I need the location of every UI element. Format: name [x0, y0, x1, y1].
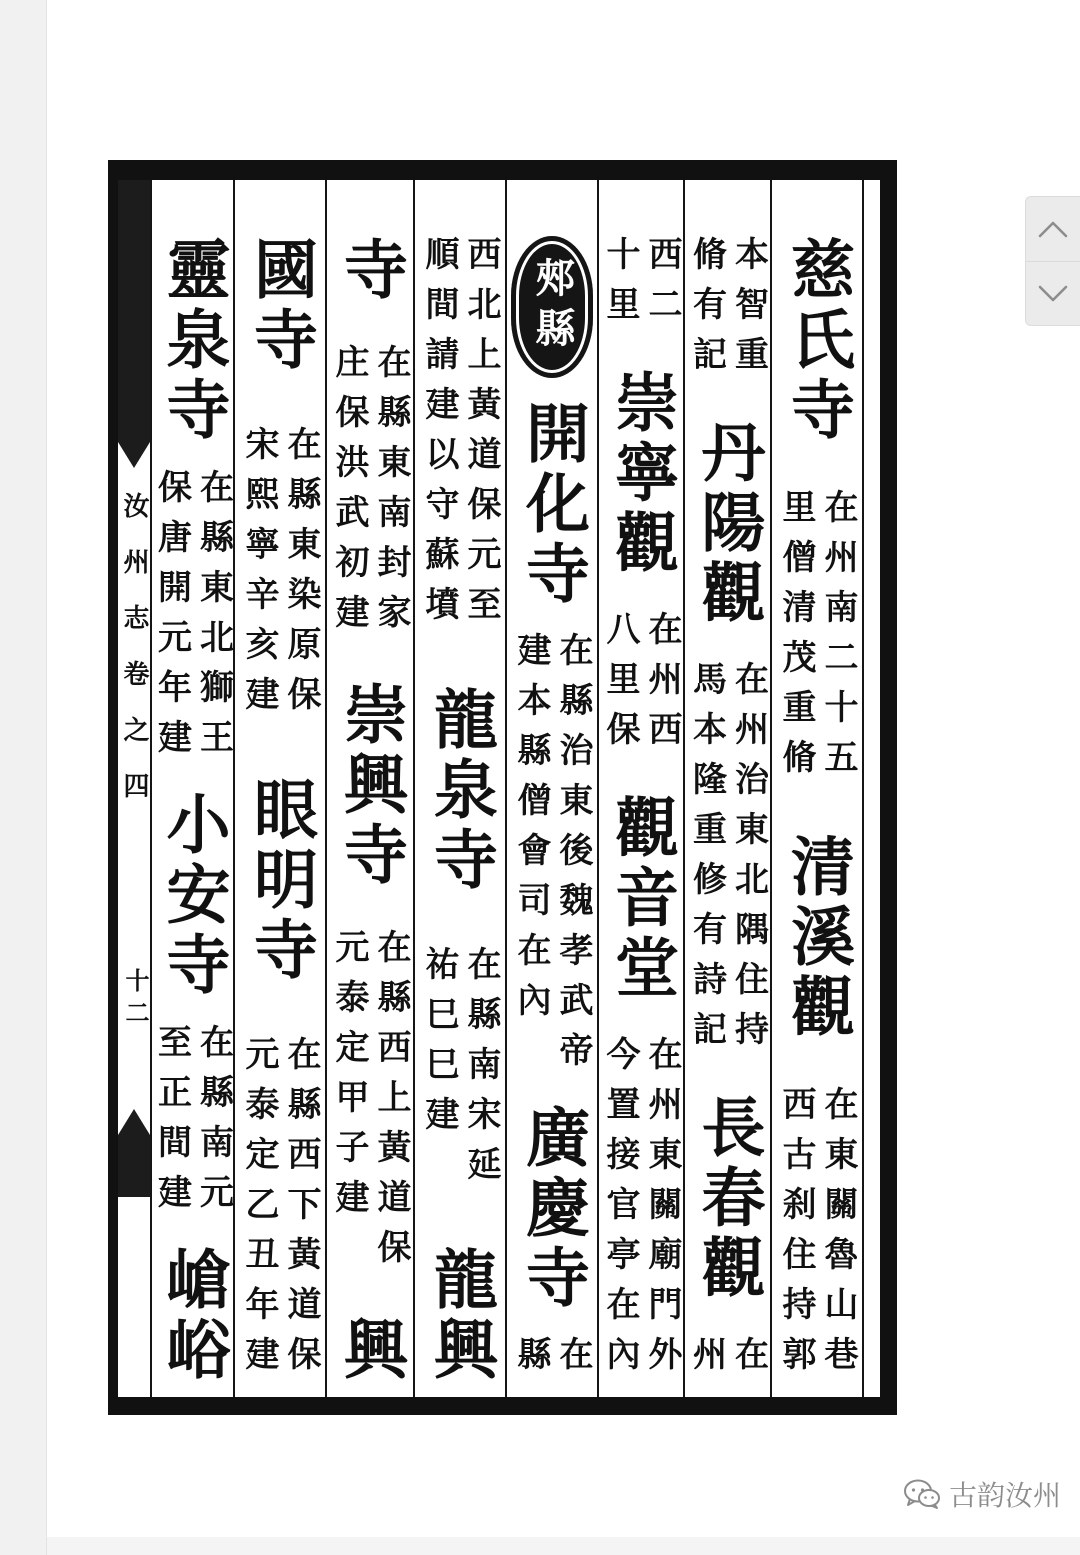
entry-title: 慈氏寺	[780, 236, 855, 446]
annotation-note	[777, 489, 857, 789]
annotation-note	[240, 426, 320, 726]
annotation-line-right: 在	[553, 1336, 593, 1386]
annotation-line-right: 西北上黃道保元至	[461, 236, 501, 636]
page-scroll-controls	[1025, 196, 1080, 326]
annotation-line-right: 本智重	[728, 236, 769, 386]
entry-title: 興	[333, 1316, 408, 1386]
entry-title: 小安寺	[155, 791, 231, 1001]
annotation-line-right: 在縣東南封家	[371, 343, 411, 644]
annotation-line-right: 在縣東北獅王	[193, 468, 234, 769]
entry-title: 清溪觀	[780, 832, 855, 1043]
annotation-note	[512, 1336, 592, 1386]
chevron-up-icon	[1034, 216, 1072, 242]
text-column-3	[599, 236, 683, 1386]
text-column-6	[327, 236, 413, 1386]
annotation-line-left: 祐巳巳建	[419, 946, 459, 1146]
text-column-8	[152, 236, 233, 1386]
annotation-note	[601, 611, 681, 761]
text-column-1	[772, 236, 862, 1386]
viewer-bottom-bar	[47, 1537, 1080, 1555]
annotation-note	[420, 946, 500, 1196]
fold-margin-block	[118, 1135, 150, 1197]
entry-title: 丹陽觀	[690, 418, 766, 629]
fishtail-mark	[118, 442, 150, 468]
entry-title: 觀音堂	[604, 793, 679, 1004]
entry-title: 龍興	[423, 1246, 498, 1386]
annotation-note	[601, 1036, 681, 1386]
viewer-left-panel	[0, 0, 47, 1555]
text-column-2	[685, 236, 770, 1386]
annotation-line-right: 在東關魯山巷	[818, 1085, 858, 1386]
entry-title: 眼明寺	[243, 776, 318, 986]
annotation-line-left: 西古刹住持郭	[776, 1085, 816, 1386]
annotation-line-right: 西二	[642, 236, 682, 336]
seal-text: 郟縣	[529, 257, 576, 357]
annotation-line-right: 在州治東北隅住持	[728, 661, 769, 1061]
entry-title: 嵢峪	[155, 1246, 231, 1386]
wechat-icon	[903, 1478, 941, 1510]
annotation-line-left: 縣	[511, 1336, 551, 1386]
text-column-4	[507, 236, 597, 1386]
entry-title: 崇興寺	[333, 681, 408, 891]
entry-title: 崇寧觀	[604, 368, 679, 579]
entry-title: 長春觀	[690, 1093, 766, 1304]
annotation-line-left: 八里保	[600, 611, 640, 761]
annotation-line-left: 建本縣僧會司在內	[511, 632, 551, 1032]
watermark	[903, 1474, 1061, 1514]
annotation-line-right: 在縣南宋延	[461, 946, 501, 1196]
fold-margin-block	[118, 180, 150, 442]
annotation-note	[330, 344, 410, 644]
chevron-down-icon	[1034, 280, 1072, 306]
margin-page-number: 十二	[121, 968, 150, 1032]
annotation-note	[153, 469, 233, 769]
scroll-down-button[interactable]	[1026, 261, 1080, 326]
annotation-line-left: 元泰定乙丑年建	[239, 1036, 279, 1386]
collector-seal	[511, 236, 593, 378]
fishtail-mark	[118, 1109, 150, 1135]
annotation-line-left: 元泰定甲子建	[329, 928, 369, 1229]
text-column-7	[235, 236, 325, 1386]
annotation-line-left: 州	[686, 1336, 727, 1386]
annotation-note	[777, 1086, 857, 1386]
annotation-note	[512, 632, 592, 1082]
annotation-line-right: 在州西	[642, 611, 682, 761]
annotation-line-left: 庄保洪武初建	[329, 343, 369, 644]
entry-title: 龍泉寺	[423, 686, 498, 896]
annotation-line-right: 在縣東染原保	[281, 426, 321, 726]
entry-title: 國寺	[243, 236, 318, 376]
annotation-line-left: 至正間建	[151, 1023, 192, 1224]
annotation-line-right: 在縣治東後魏孝武帝	[553, 632, 593, 1082]
annotation-line-left: 里僧清茂重脩	[776, 489, 816, 790]
text-column-5	[415, 236, 505, 1386]
entry-title: 寺	[333, 236, 408, 306]
annotation-line-left: 保唐開元年建	[151, 468, 192, 769]
annotation-line-left: 十里	[600, 236, 640, 336]
column-rule	[862, 180, 864, 1397]
annotation-note	[688, 236, 768, 386]
entry-title: 靈泉寺	[155, 236, 231, 446]
annotation-line-left: 馬本隆重修有詩記	[686, 661, 727, 1061]
annotation-note	[688, 1336, 768, 1386]
scroll-up-button[interactable]	[1026, 197, 1080, 261]
annotation-line-left: 脩有記	[686, 236, 727, 386]
annotation-line-left: 今置接官亭在內	[600, 1036, 640, 1386]
annotation-line-right: 在縣南元	[193, 1023, 234, 1224]
annotation-note	[601, 236, 681, 336]
annotation-line-right: 在州南二十五	[818, 489, 858, 790]
annotation-note	[420, 236, 500, 636]
annotation-line-right: 在	[728, 1336, 769, 1386]
annotation-line-left: 順間請建以守蘇墳	[419, 236, 459, 636]
entry-title: 開化寺	[515, 400, 590, 610]
margin-book-title: 汝州志卷之四	[119, 492, 149, 828]
annotation-line-right: 在州東關廟門外	[642, 1036, 682, 1386]
annotation-note	[330, 929, 410, 1279]
annotation-note	[153, 1024, 233, 1224]
annotation-line-left: 宋熙寧辛亥建	[239, 426, 279, 726]
annotation-note	[688, 661, 768, 1061]
watermark-text: 古韵汝州	[949, 1480, 1062, 1511]
annotation-line-right: 在縣西下黃道保	[281, 1036, 321, 1386]
annotation-line-right: 在縣西上黃道保	[371, 928, 411, 1279]
entry-title: 廣慶寺	[515, 1104, 590, 1314]
annotation-note	[240, 1036, 320, 1386]
